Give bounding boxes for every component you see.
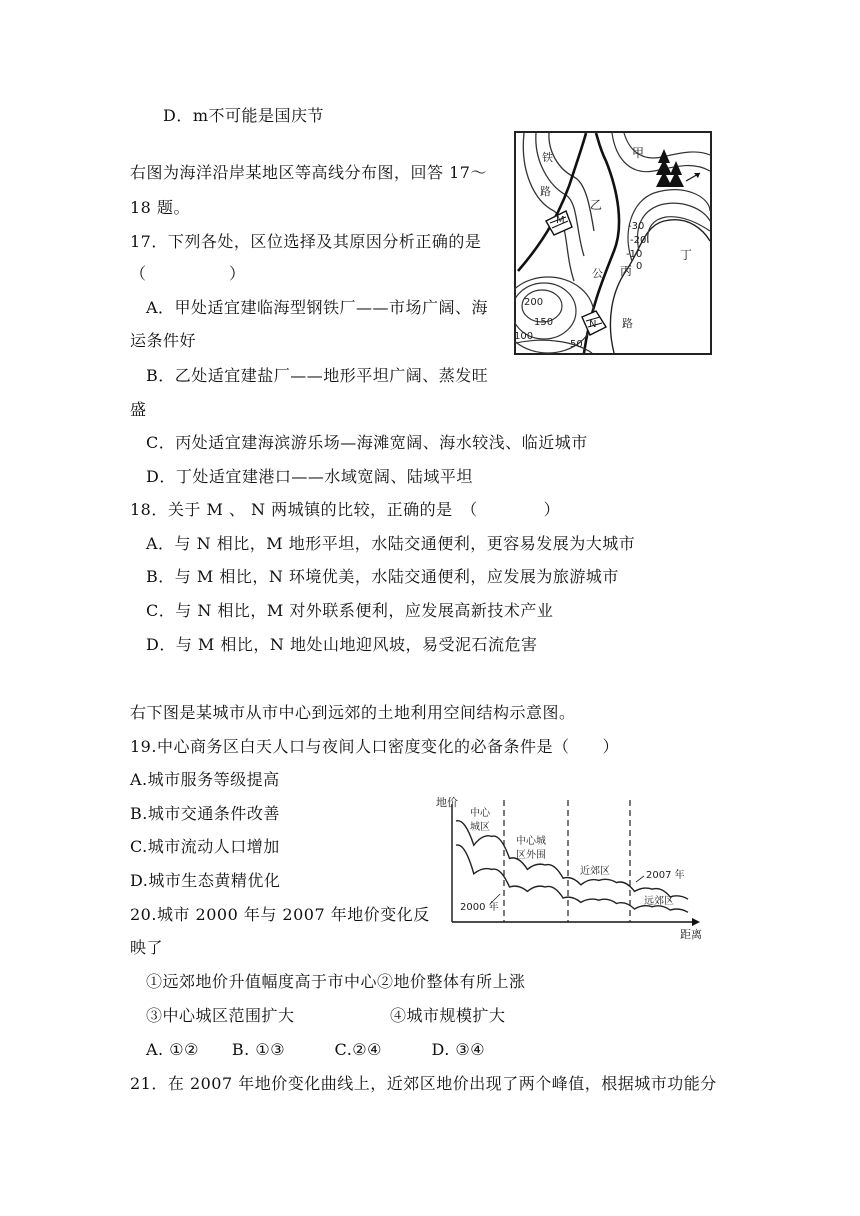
- q17-option-b-cont: 盛: [130, 400, 147, 419]
- label-m: M: [556, 215, 565, 226]
- series-line-0: [456, 821, 688, 899]
- contour-0: 0: [636, 261, 643, 272]
- x-axis-arrow: [692, 918, 700, 926]
- label-jia: 甲: [632, 146, 645, 160]
- intro-17-18: 右图为海洋沿岸某地区等高线分布图，回答 17～: [130, 163, 487, 182]
- land-price-chart-svg: [430, 792, 712, 944]
- q17-option-d: D．丁处适宜建港口——水域宽阔、陆域平坦: [146, 467, 473, 486]
- q19-option-d: D.城市生态黄精优化: [130, 871, 281, 890]
- contour-neg30: -30: [628, 221, 645, 232]
- zone-label-outer-2: 区外围: [516, 850, 546, 861]
- series-label-2007: 2007 年: [646, 870, 685, 881]
- label-lu-1: 路: [540, 185, 551, 198]
- option-d-16: D．m不可能是国庆节: [163, 106, 325, 125]
- q18-option-b: B．与 M 相比，N 环境优美，水陆交通便利，应发展为旅游城市: [146, 567, 619, 586]
- series-label-2000: 2000 年: [460, 902, 499, 913]
- label-yi: 乙: [590, 198, 603, 212]
- q17-option-c: C．丙处适宜建海滨游乐场—海滩宽阔、海水较浅、临近城市: [146, 433, 588, 452]
- contour-map-figure: [514, 131, 712, 355]
- question-18: 18．关于 M 、 N 两城镇的比较，正确的是 （ ）: [130, 500, 561, 519]
- x-axis-label: 距离: [680, 928, 702, 941]
- zone-label-outer-1: 中心城: [516, 836, 546, 847]
- intro-17-18-cont: 18 题。: [130, 198, 190, 217]
- question-19: 19.中心商务区白天人口与夜间人口密度变化的必备条件是（ ）: [130, 737, 619, 756]
- zone-label-center-2: 城区: [470, 822, 490, 833]
- leader-2007: [636, 876, 644, 882]
- q20-statements-1-2: ①远郊地价升值幅度高于市中心②地价整体有所上涨: [146, 972, 526, 991]
- q17-option-a-cont: 运条件好: [130, 331, 197, 350]
- q20-options: A. ①② B. ①③ C.②④ D. ③④: [146, 1040, 486, 1059]
- zone-label-center-1: 中心: [470, 808, 490, 819]
- contour-map: [514, 131, 712, 355]
- land-price-chart: [430, 792, 712, 944]
- question-17-bracket: （ ）: [130, 264, 246, 283]
- contour-150: 150: [534, 317, 554, 328]
- intro-19-21: 右下图是某城市从市中心到远郊的土地利用空间结构示意图。: [130, 703, 576, 722]
- contour-200: 200: [524, 297, 544, 308]
- q19-option-c: C.城市流动人口增加: [130, 837, 280, 856]
- q20-statement-3: ③中心城区范围扩大: [146, 1006, 295, 1025]
- zone-label-near: 近郊区: [580, 866, 610, 877]
- q17-option-a: A．甲处适宜建临海型钢铁厂——市场广阔、海: [146, 298, 489, 317]
- question-20-cont: 映了: [130, 938, 164, 957]
- q18-option-c: C．与 N 相比，M 对外联系便利，应发展高新技术产业: [146, 601, 554, 620]
- contour-100: 100: [514, 331, 534, 342]
- q20-statement-4: ④城市规模扩大: [390, 1006, 506, 1025]
- question-21: 21．在 2007 年地价变化曲线上，近郊区地价出现了两个峰值，根据城市功能分: [130, 1074, 717, 1093]
- label-ding: 丁: [680, 248, 693, 262]
- y-axis-label: 地价: [436, 796, 458, 809]
- contour-neg20: -20: [630, 235, 647, 246]
- label-bing: 丙: [620, 264, 633, 278]
- q17-option-b: B．乙处适宜建盐厂——地形平坦广阔、蒸发旺: [146, 366, 489, 385]
- q19-option-a: A.城市服务等级提高: [130, 770, 280, 789]
- question-20: 20.城市 2000 年与 2007 年地价变化反: [130, 905, 430, 924]
- label-tie: 铁: [542, 151, 553, 164]
- q19-option-b: B.城市交通条件改善: [130, 804, 280, 823]
- label-lu-2: 路: [622, 317, 633, 330]
- label-gong: 公: [592, 267, 603, 280]
- label-n: N: [589, 319, 597, 330]
- zone-label-far: 远郊区: [644, 896, 674, 907]
- question-17: 17．下列各处，区位选择及其原因分析正确的是: [130, 232, 482, 251]
- q18-option-a: A．与 N 相比，M 地形平坦，水陆交通便利，更容易发展为大城市: [146, 534, 636, 553]
- q18-option-d: D．与 M 相比，N 地处山地迎风坡，易受泥石流危害: [146, 635, 538, 654]
- contour-neg10: -10: [626, 249, 643, 260]
- contour-50: 50: [570, 339, 583, 350]
